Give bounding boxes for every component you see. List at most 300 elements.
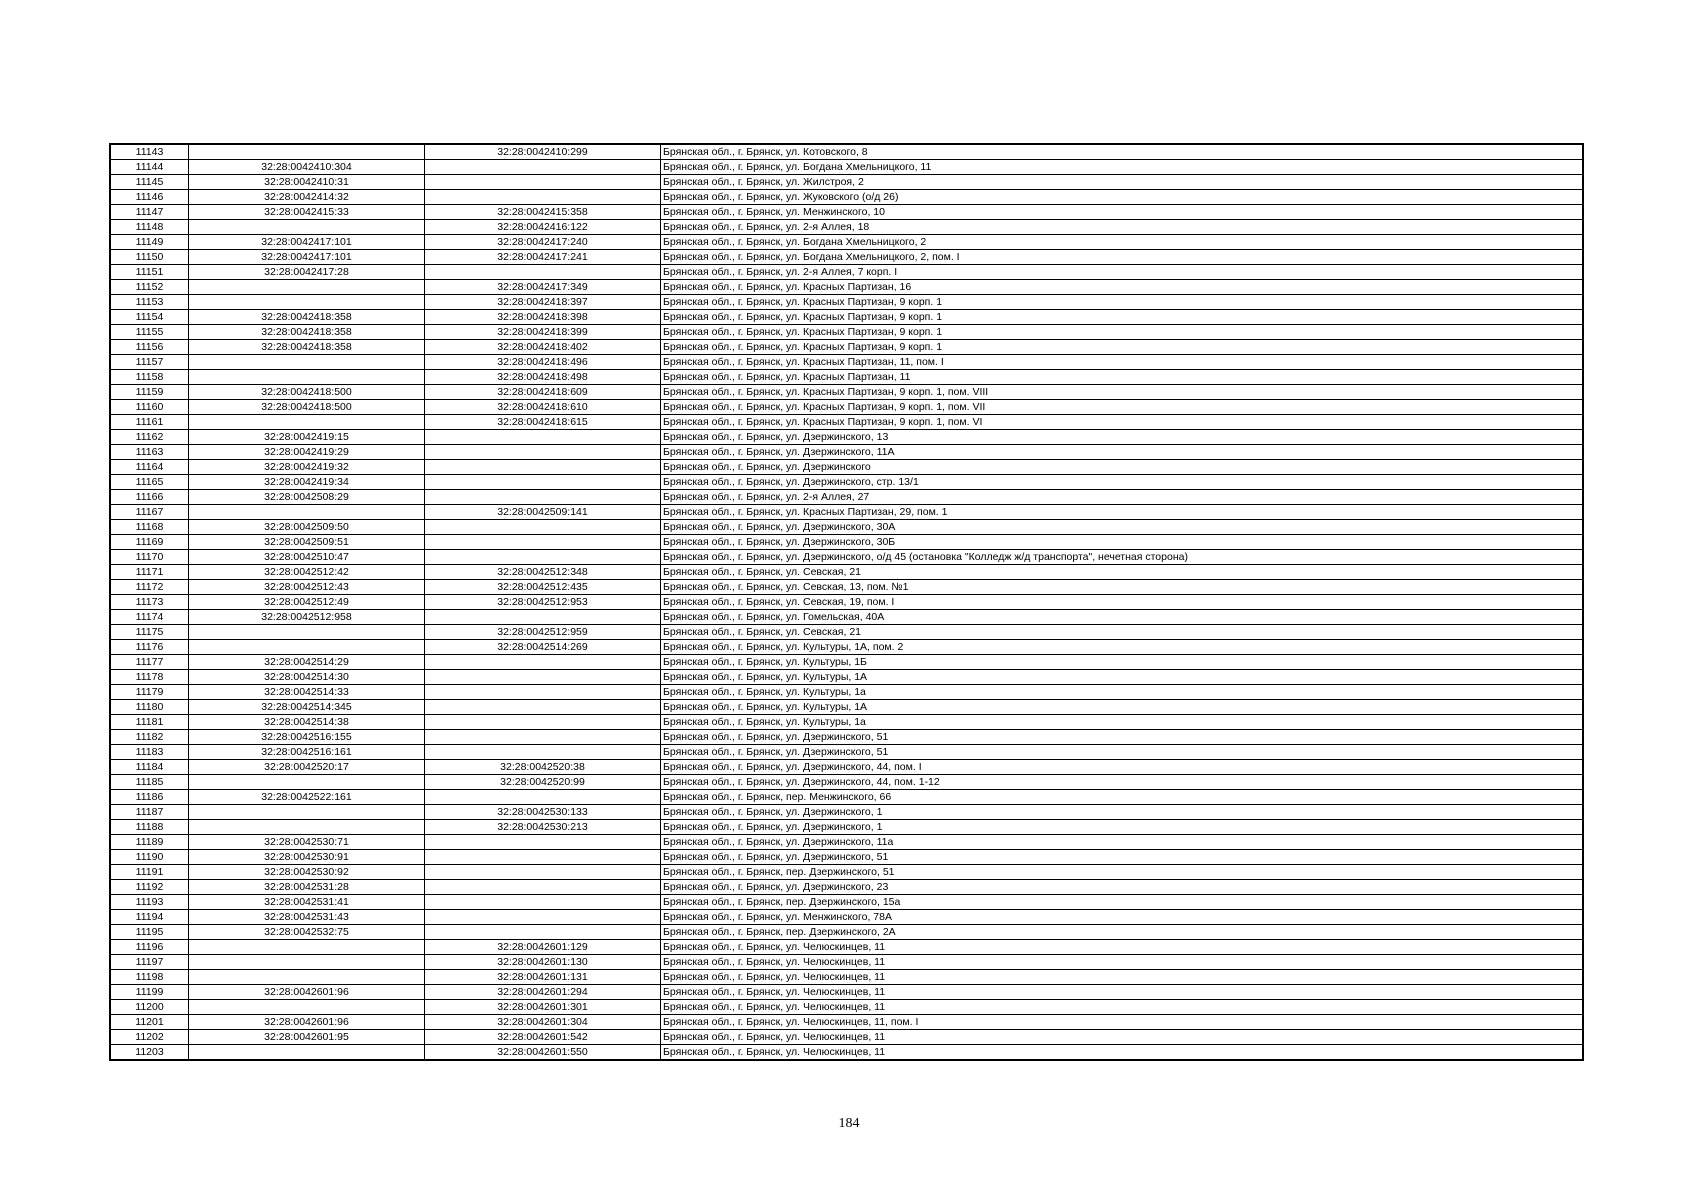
table-row xyxy=(110,730,1583,745)
table-row xyxy=(110,550,1583,565)
address-cell: Брянская обл., г. Брянск, пер. Дзержинского, 15а xyxy=(661,895,1584,910)
address-cell: Брянская обл., г. Брянск, ул. Красных Партизан, 9 корп. 1, пом. VIII xyxy=(661,385,1584,400)
table-row xyxy=(110,640,1583,655)
address-cell: Брянская обл., г. Брянск, ул. Красных Партизан, 9 корп. 1 xyxy=(661,310,1584,325)
cadastral-number-object-cell xyxy=(425,190,661,205)
address-cell: Брянская обл., г. Брянск, ул. Дзержинского, 44, пом. I xyxy=(661,760,1584,775)
address-cell: Брянская обл., г. Брянск, ул. Культуры, 1Б xyxy=(661,655,1584,670)
row-number-cell: 11199 xyxy=(110,985,189,1000)
cadastral-number-land-cell: 32:28:0042601:96 xyxy=(189,1015,425,1030)
cadastral-number-land-cell xyxy=(189,775,425,790)
cadastral-number-object-cell xyxy=(425,175,661,190)
cadastral-number-land-cell: 32:28:0042531:43 xyxy=(189,910,425,925)
cadastral-number-land-cell: 32:28:0042419:29 xyxy=(189,445,425,460)
table-row xyxy=(110,865,1583,880)
cadastral-number-land-cell: 32:28:0042419:15 xyxy=(189,430,425,445)
cadastral-number-object-cell xyxy=(425,550,661,565)
table-row xyxy=(110,295,1583,310)
address-cell: Брянская обл., г. Брянск, пер. Дзержинского, 51 xyxy=(661,865,1584,880)
cadastral-number-object-cell: 32:28:0042520:99 xyxy=(425,775,661,790)
address-cell: Брянская обл., г. Брянск, ул. Севская, 21 xyxy=(661,565,1584,580)
cadastral-number-land-cell: 32:28:0042418:358 xyxy=(189,325,425,340)
cadastral-number-land-cell: 32:28:0042516:161 xyxy=(189,745,425,760)
cadastral-number-land-cell xyxy=(189,295,425,310)
cadastral-number-object-cell xyxy=(425,610,661,625)
row-number-cell: 11190 xyxy=(110,850,189,865)
table-row xyxy=(110,940,1583,955)
table-row xyxy=(110,490,1583,505)
row-number-cell: 11153 xyxy=(110,295,189,310)
table-row xyxy=(110,685,1583,700)
cadastral-number-object-cell: 32:28:0042509:141 xyxy=(425,505,661,520)
address-cell: Брянская обл., г. Брянск, ул. Челюскинцев, 11 xyxy=(661,1030,1584,1045)
table-row xyxy=(110,310,1583,325)
cadastral-number-object-cell: 32:28:0042601:301 xyxy=(425,1000,661,1015)
table-row xyxy=(110,565,1583,580)
cadastral-number-object-cell: 32:28:0042512:953 xyxy=(425,595,661,610)
cadastral-number-land-cell: 32:28:0042508:29 xyxy=(189,490,425,505)
row-number-cell: 11178 xyxy=(110,670,189,685)
row-number-cell: 11192 xyxy=(110,880,189,895)
row-number-cell: 11167 xyxy=(110,505,189,520)
address-cell: Брянская обл., г. Брянск, ул. 2-я Аллея, 27 xyxy=(661,490,1584,505)
cadastral-number-land-cell xyxy=(189,505,425,520)
table-row xyxy=(110,595,1583,610)
cadastral-number-object-cell xyxy=(425,490,661,505)
address-cell: Брянская обл., г. Брянск, ул. Челюскинцев, 11 xyxy=(661,1045,1584,1061)
address-cell: Брянская обл., г. Брянск, ул. Богдана Хмельницкого, 2, пом. I xyxy=(661,250,1584,265)
address-cell: Брянская обл., г. Брянск, ул. Красных Партизан, 9 корп. 1 xyxy=(661,340,1584,355)
address-cell: Брянская обл., г. Брянск, ул. Дзержинского, 51 xyxy=(661,745,1584,760)
address-cell: Брянская обл., г. Брянск, ул. Культуры, 1а xyxy=(661,685,1584,700)
cadastral-number-object-cell xyxy=(425,730,661,745)
registry-table-body xyxy=(110,144,1583,1060)
cadastral-number-land-cell: 32:28:0042512:958 xyxy=(189,610,425,625)
cadastral-number-land-cell: 32:28:0042418:358 xyxy=(189,310,425,325)
cadastral-number-object-cell: 32:28:0042530:133 xyxy=(425,805,661,820)
cadastral-number-object-cell xyxy=(425,685,661,700)
cadastral-number-land-cell: 32:28:0042530:71 xyxy=(189,835,425,850)
cadastral-number-land-cell: 32:28:0042514:30 xyxy=(189,670,425,685)
cadastral-number-land-cell: 32:28:0042514:33 xyxy=(189,685,425,700)
table-row xyxy=(110,1030,1583,1045)
table-row xyxy=(110,955,1583,970)
cadastral-number-land-cell xyxy=(189,415,425,430)
table-row xyxy=(110,250,1583,265)
table-row xyxy=(110,460,1583,475)
address-cell: Брянская обл., г. Брянск, ул. Дзержинского, стр. 13/1 xyxy=(661,475,1584,490)
row-number-cell: 11181 xyxy=(110,715,189,730)
table-row xyxy=(110,700,1583,715)
cadastral-number-land-cell: 32:28:0042520:17 xyxy=(189,760,425,775)
cadastral-number-land-cell xyxy=(189,1045,425,1061)
cadastral-number-land-cell: 32:28:0042417:101 xyxy=(189,235,425,250)
table-row xyxy=(110,400,1583,415)
cadastral-number-object-cell: 32:28:0042417:349 xyxy=(425,280,661,295)
table-row xyxy=(110,610,1583,625)
table-row xyxy=(110,144,1583,160)
address-cell: Брянская обл., г. Брянск, ул. Культуры, 1А xyxy=(661,670,1584,685)
cadastral-number-object-cell xyxy=(425,790,661,805)
address-cell: Брянская обл., г. Брянск, ул. 2-я Аллея, 7 корп. I xyxy=(661,265,1584,280)
row-number-cell: 11154 xyxy=(110,310,189,325)
cadastral-number-object-cell: 32:28:0042601:542 xyxy=(425,1030,661,1045)
address-cell: Брянская обл., г. Брянск, ул. Красных Партизан, 9 корп. 1 xyxy=(661,325,1584,340)
cadastral-number-land-cell: 32:28:0042531:28 xyxy=(189,880,425,895)
cadastral-number-object-cell xyxy=(425,895,661,910)
cadastral-number-object-cell: 32:28:0042415:358 xyxy=(425,205,661,220)
cadastral-number-land-cell: 32:28:0042410:31 xyxy=(189,175,425,190)
cadastral-number-land-cell: 32:28:0042510:47 xyxy=(189,550,425,565)
address-cell: Брянская обл., г. Брянск, ул. Челюскинцев, 11 xyxy=(661,970,1584,985)
row-number-cell: 11172 xyxy=(110,580,189,595)
table-row xyxy=(110,205,1583,220)
cadastral-number-land-cell: 32:28:0042415:33 xyxy=(189,205,425,220)
address-cell: Брянская обл., г. Брянск, ул. Дзержинского xyxy=(661,460,1584,475)
row-number-cell: 11163 xyxy=(110,445,189,460)
cadastral-number-land-cell: 32:28:0042516:155 xyxy=(189,730,425,745)
cadastral-number-object-cell xyxy=(425,670,661,685)
row-number-cell: 11158 xyxy=(110,370,189,385)
cadastral-number-object-cell xyxy=(425,850,661,865)
cadastral-number-land-cell xyxy=(189,805,425,820)
cadastral-number-object-cell: 32:28:0042601:129 xyxy=(425,940,661,955)
cadastral-number-object-cell xyxy=(425,265,661,280)
cadastral-number-land-cell xyxy=(189,940,425,955)
address-cell: Брянская обл., г. Брянск, ул. Дзержинского, 11а xyxy=(661,835,1584,850)
cadastral-number-land-cell xyxy=(189,280,425,295)
row-number-cell: 11196 xyxy=(110,940,189,955)
address-cell: Брянская обл., г. Брянск, ул. Менжинского, 78А xyxy=(661,910,1584,925)
cadastral-number-land-cell xyxy=(189,220,425,235)
row-number-cell: 11186 xyxy=(110,790,189,805)
cadastral-number-object-cell xyxy=(425,700,661,715)
address-cell: Брянская обл., г. Брянск, ул. Красных Партизан, 11, пом. I xyxy=(661,355,1584,370)
cadastral-number-object-cell: 32:28:0042416:122 xyxy=(425,220,661,235)
row-number-cell: 11185 xyxy=(110,775,189,790)
cadastral-number-land-cell: 32:28:0042509:51 xyxy=(189,535,425,550)
row-number-cell: 11150 xyxy=(110,250,189,265)
row-number-cell: 11173 xyxy=(110,595,189,610)
address-cell: Брянская обл., г. Брянск, ул. Дзержинского, 44, пом. 1-12 xyxy=(661,775,1584,790)
table-row xyxy=(110,1045,1583,1061)
row-number-cell: 11151 xyxy=(110,265,189,280)
row-number-cell: 11184 xyxy=(110,760,189,775)
cadastral-number-object-cell xyxy=(425,880,661,895)
address-cell: Брянская обл., г. Брянск, ул. Дзержинского, 23 xyxy=(661,880,1584,895)
cadastral-number-object-cell xyxy=(425,430,661,445)
address-cell: Брянская обл., г. Брянск, ул. Красных Партизан, 11 xyxy=(661,370,1584,385)
table-row xyxy=(110,625,1583,640)
cadastral-number-land-cell: 32:28:0042418:358 xyxy=(189,340,425,355)
row-number-cell: 11176 xyxy=(110,640,189,655)
cadastral-number-land-cell: 32:28:0042514:29 xyxy=(189,655,425,670)
cadastral-number-object-cell: 32:28:0042418:496 xyxy=(425,355,661,370)
address-cell: Брянская обл., г. Брянск, ул. Жуковского (о/д 26) xyxy=(661,190,1584,205)
cadastral-number-object-cell: 32:28:0042418:398 xyxy=(425,310,661,325)
address-cell: Брянская обл., г. Брянск, ул. Богдана Хмельницкого, 11 xyxy=(661,160,1584,175)
table-row xyxy=(110,430,1583,445)
table-row xyxy=(110,385,1583,400)
row-number-cell: 11194 xyxy=(110,910,189,925)
row-number-cell: 11174 xyxy=(110,610,189,625)
row-number-cell: 11145 xyxy=(110,175,189,190)
row-number-cell: 11159 xyxy=(110,385,189,400)
address-cell: Брянская обл., г. Брянск, ул. Челюскинцев, 11 xyxy=(661,985,1584,1000)
cadastral-number-land-cell: 32:28:0042509:50 xyxy=(189,520,425,535)
cadastral-number-object-cell xyxy=(425,535,661,550)
cadastral-number-land-cell xyxy=(189,625,425,640)
table-row xyxy=(110,190,1583,205)
cadastral-number-object-cell: 32:28:0042601:131 xyxy=(425,970,661,985)
registry-sheet xyxy=(109,143,1584,1061)
table-row xyxy=(110,160,1583,175)
table-row xyxy=(110,745,1583,760)
cadastral-number-object-cell: 32:28:0042418:399 xyxy=(425,325,661,340)
row-number-cell: 11165 xyxy=(110,475,189,490)
cadastral-number-object-cell: 32:28:0042512:435 xyxy=(425,580,661,595)
address-cell: Брянская обл., г. Брянск, ул. Богдана Хмельницкого, 2 xyxy=(661,235,1584,250)
row-number-cell: 11180 xyxy=(110,700,189,715)
cadastral-number-object-cell: 32:28:0042417:241 xyxy=(425,250,661,265)
cadastral-number-land-cell: 32:28:0042522:161 xyxy=(189,790,425,805)
cadastral-number-object-cell: 32:28:0042410:299 xyxy=(425,144,661,160)
address-cell: Брянская обл., г. Брянск, пер. Менжинского, 66 xyxy=(661,790,1584,805)
cadastral-number-object-cell: 32:28:0042418:498 xyxy=(425,370,661,385)
table-row xyxy=(110,265,1583,280)
address-cell: Брянская обл., г. Брянск, ул. Севская, 13, пом. №1 xyxy=(661,580,1584,595)
cadastral-number-object-cell xyxy=(425,865,661,880)
cadastral-number-land-cell: 32:28:0042418:500 xyxy=(189,385,425,400)
cadastral-number-object-cell: 32:28:0042601:304 xyxy=(425,1015,661,1030)
address-cell: Брянская обл., г. Брянск, ул. Котовского, 8 xyxy=(661,144,1584,160)
table-row xyxy=(110,850,1583,865)
row-number-cell: 11182 xyxy=(110,730,189,745)
cadastral-number-object-cell xyxy=(425,910,661,925)
address-cell: Брянская обл., г. Брянск, ул. Севская, 21 xyxy=(661,625,1584,640)
table-row xyxy=(110,775,1583,790)
row-number-cell: 11188 xyxy=(110,820,189,835)
row-number-cell: 11197 xyxy=(110,955,189,970)
table-row xyxy=(110,805,1583,820)
cadastral-number-land-cell: 32:28:0042417:28 xyxy=(189,265,425,280)
cadastral-number-land-cell: 32:28:0042531:41 xyxy=(189,895,425,910)
cadastral-number-land-cell: 32:28:0042514:345 xyxy=(189,700,425,715)
cadastral-number-land-cell xyxy=(189,1000,425,1015)
cadastral-number-land-cell: 32:28:0042514:38 xyxy=(189,715,425,730)
row-number-cell: 11175 xyxy=(110,625,189,640)
cadastral-number-land-cell xyxy=(189,144,425,160)
cadastral-number-land-cell: 32:28:0042417:101 xyxy=(189,250,425,265)
table-row xyxy=(110,1015,1583,1030)
cadastral-number-object-cell: 32:28:0042417:240 xyxy=(425,235,661,250)
cadastral-number-object-cell xyxy=(425,520,661,535)
address-cell: Брянская обл., г. Брянск, ул. Красных Партизан, 9 корп. 1, пом. VI xyxy=(661,415,1584,430)
registry-table xyxy=(109,143,1584,1061)
row-number-cell: 11183 xyxy=(110,745,189,760)
table-row xyxy=(110,760,1583,775)
cadastral-number-land-cell xyxy=(189,970,425,985)
address-cell: Брянская обл., г. Брянск, ул. Дзержинского, 1 xyxy=(661,805,1584,820)
row-number-cell: 11161 xyxy=(110,415,189,430)
cadastral-number-object-cell xyxy=(425,745,661,760)
address-cell: Брянская обл., г. Брянск, ул. Дзержинского, 51 xyxy=(661,850,1584,865)
cadastral-number-object-cell xyxy=(425,715,661,730)
address-cell: Брянская обл., г. Брянск, ул. Культуры, 1А, пом. 2 xyxy=(661,640,1584,655)
address-cell: Брянская обл., г. Брянск, ул. Красных Партизан, 29, пом. 1 xyxy=(661,505,1584,520)
cadastral-number-land-cell: 32:28:0042512:43 xyxy=(189,580,425,595)
row-number-cell: 11155 xyxy=(110,325,189,340)
row-number-cell: 11179 xyxy=(110,685,189,700)
table-row xyxy=(110,445,1583,460)
address-cell: Брянская обл., г. Брянск, ул. Менжинского, 10 xyxy=(661,205,1584,220)
table-row xyxy=(110,235,1583,250)
table-row xyxy=(110,835,1583,850)
cadastral-number-object-cell: 32:28:0042418:610 xyxy=(425,400,661,415)
table-row xyxy=(110,970,1583,985)
table-row xyxy=(110,820,1583,835)
cadastral-number-land-cell xyxy=(189,820,425,835)
address-cell: Брянская обл., г. Брянск, ул. Дзержинского, 1 xyxy=(661,820,1584,835)
cadastral-number-object-cell xyxy=(425,925,661,940)
table-row xyxy=(110,580,1583,595)
row-number-cell: 11152 xyxy=(110,280,189,295)
cadastral-number-object-cell: 32:28:0042520:38 xyxy=(425,760,661,775)
table-row xyxy=(110,340,1583,355)
cadastral-number-land-cell xyxy=(189,955,425,970)
cadastral-number-object-cell xyxy=(425,160,661,175)
table-row xyxy=(110,895,1583,910)
address-cell: Брянская обл., г. Брянск, ул. Гомельская, 40А xyxy=(661,610,1584,625)
cadastral-number-land-cell: 32:28:0042601:96 xyxy=(189,985,425,1000)
table-row xyxy=(110,985,1583,1000)
row-number-cell: 11201 xyxy=(110,1015,189,1030)
table-row xyxy=(110,1000,1583,1015)
cadastral-number-object-cell xyxy=(425,460,661,475)
row-number-cell: 11171 xyxy=(110,565,189,580)
row-number-cell: 11166 xyxy=(110,490,189,505)
table-row xyxy=(110,925,1583,940)
table-row xyxy=(110,535,1583,550)
row-number-cell: 11168 xyxy=(110,520,189,535)
cadastral-number-object-cell: 32:28:0042418:615 xyxy=(425,415,661,430)
cadastral-number-land-cell: 32:28:0042530:92 xyxy=(189,865,425,880)
cadastral-number-land-cell: 32:28:0042512:42 xyxy=(189,565,425,580)
table-row xyxy=(110,715,1583,730)
cadastral-number-object-cell xyxy=(425,655,661,670)
row-number-cell: 11146 xyxy=(110,190,189,205)
row-number-cell: 11202 xyxy=(110,1030,189,1045)
cadastral-number-object-cell: 32:28:0042418:609 xyxy=(425,385,661,400)
row-number-cell: 11148 xyxy=(110,220,189,235)
cadastral-number-land-cell: 32:28:0042601:95 xyxy=(189,1030,425,1045)
page-number: 184 xyxy=(838,1116,860,1131)
cadastral-number-land-cell: 32:28:0042414:32 xyxy=(189,190,425,205)
address-cell: Брянская обл., г. Брянск, ул. 2-я Аллея, 18 xyxy=(661,220,1584,235)
address-cell: Брянская обл., г. Брянск, ул. Севская, 19, пом. I xyxy=(661,595,1584,610)
table-row xyxy=(110,355,1583,370)
row-number-cell: 11144 xyxy=(110,160,189,175)
address-cell: Брянская обл., г. Брянск, ул. Челюскинцев, 11 xyxy=(661,940,1584,955)
cadastral-number-object-cell: 32:28:0042418:402 xyxy=(425,340,661,355)
row-number-cell: 11162 xyxy=(110,430,189,445)
address-cell: Брянская обл., г. Брянск, ул. Жилстроя, 2 xyxy=(661,175,1584,190)
table-row xyxy=(110,655,1583,670)
cadastral-number-object-cell: 32:28:0042601:550 xyxy=(425,1045,661,1061)
address-cell: Брянская обл., г. Брянск, ул. Красных Партизан, 9 корп. 1, пом. VII xyxy=(661,400,1584,415)
address-cell: Брянская обл., г. Брянск, ул. Дзержинского, 13 xyxy=(661,430,1584,445)
address-cell: Брянская обл., г. Брянск, ул. Красных Партизан, 16 xyxy=(661,280,1584,295)
cadastral-number-object-cell: 32:28:0042512:959 xyxy=(425,625,661,640)
row-number-cell: 11169 xyxy=(110,535,189,550)
cadastral-number-land-cell xyxy=(189,355,425,370)
cadastral-number-object-cell: 32:28:0042512:348 xyxy=(425,565,661,580)
table-row xyxy=(110,370,1583,385)
address-cell: Брянская обл., г. Брянск, ул. Культуры, 1а xyxy=(661,715,1584,730)
cadastral-number-land-cell: 32:28:0042512:49 xyxy=(189,595,425,610)
address-cell: Брянская обл., г. Брянск, ул. Культуры, 1А xyxy=(661,700,1584,715)
table-row xyxy=(110,325,1583,340)
row-number-cell: 11164 xyxy=(110,460,189,475)
table-row xyxy=(110,175,1583,190)
cadastral-number-object-cell: 32:28:0042530:213 xyxy=(425,820,661,835)
table-row xyxy=(110,505,1583,520)
cadastral-number-land-cell: 32:28:0042530:91 xyxy=(189,850,425,865)
row-number-cell: 11149 xyxy=(110,235,189,250)
table-row xyxy=(110,520,1583,535)
row-number-cell: 11200 xyxy=(110,1000,189,1015)
cadastral-number-land-cell: 32:28:0042532:75 xyxy=(189,925,425,940)
table-row xyxy=(110,280,1583,295)
cadastral-number-land-cell: 32:28:0042418:500 xyxy=(189,400,425,415)
row-number-cell: 11187 xyxy=(110,805,189,820)
table-row xyxy=(110,670,1583,685)
address-cell: Брянская обл., г. Брянск, ул. Красных Партизан, 9 корп. 1 xyxy=(661,295,1584,310)
row-number-cell: 11189 xyxy=(110,835,189,850)
cadastral-number-object-cell: 32:28:0042601:130 xyxy=(425,955,661,970)
table-row xyxy=(110,475,1583,490)
address-cell: Брянская обл., г. Брянск, ул. Челюскинцев, 11 xyxy=(661,1000,1584,1015)
table-row xyxy=(110,415,1583,430)
address-cell: Брянская обл., г. Брянск, ул. Челюскинцев, 11 xyxy=(661,955,1584,970)
address-cell: Брянская обл., г. Брянск, ул. Дзержинского, 11А xyxy=(661,445,1584,460)
row-number-cell: 11195 xyxy=(110,925,189,940)
address-cell: Брянская обл., г. Брянск, ул. Дзержинского, о/д 45 (остановка "Колледж ж/д транспорта", нечетная сторона) xyxy=(661,550,1584,565)
table-row xyxy=(110,910,1583,925)
cadastral-number-object-cell: 32:28:0042514:269 xyxy=(425,640,661,655)
table-row xyxy=(110,790,1583,805)
row-number-cell: 11147 xyxy=(110,205,189,220)
row-number-cell: 11156 xyxy=(110,340,189,355)
row-number-cell: 11198 xyxy=(110,970,189,985)
address-cell: Брянская обл., г. Брянск, ул. Дзержинского, 51 xyxy=(661,730,1584,745)
address-cell: Брянская обл., г. Брянск, ул. Дзержинского, 30А xyxy=(661,520,1584,535)
cadastral-number-land-cell: 32:28:0042419:32 xyxy=(189,460,425,475)
cadastral-number-object-cell xyxy=(425,835,661,850)
cadastral-number-object-cell xyxy=(425,445,661,460)
address-cell: Брянская обл., г. Брянск, ул. Дзержинского, 30Б xyxy=(661,535,1584,550)
cadastral-number-land-cell: 32:28:0042410:304 xyxy=(189,160,425,175)
cadastral-number-land-cell xyxy=(189,370,425,385)
row-number-cell: 11143 xyxy=(110,144,189,160)
table-row xyxy=(110,880,1583,895)
row-number-cell: 11170 xyxy=(110,550,189,565)
row-number-cell: 11191 xyxy=(110,865,189,880)
cadastral-number-object-cell: 32:28:0042418:397 xyxy=(425,295,661,310)
row-number-cell: 11203 xyxy=(110,1045,189,1061)
address-cell: Брянская обл., г. Брянск, пер. Дзержинского, 2А xyxy=(661,925,1584,940)
row-number-cell: 11193 xyxy=(110,895,189,910)
